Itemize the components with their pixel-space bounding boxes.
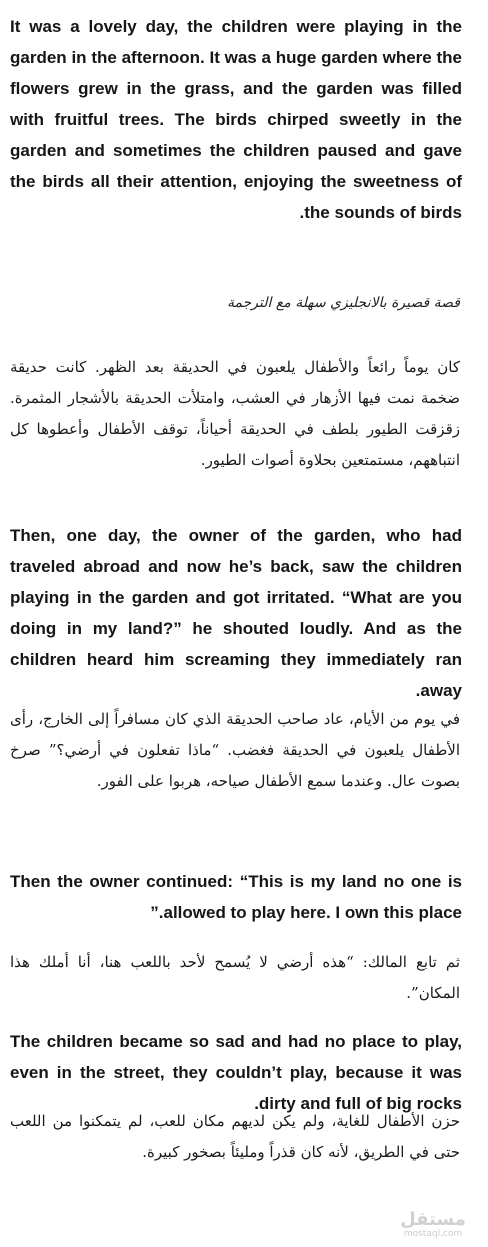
watermark-arabic: مستقل [400, 1209, 466, 1230]
story-paragraph-4-arabic: حزن الأطفال للغاية، ولم يكن لديهم مكان للعب، لم يتمكنوا من اللعب حتى في الطريق، لأنه كان قذراً ومليئاً بصخور كبيرة. [10, 1112, 460, 1161]
watermark-latin: mostaql.com [403, 1229, 463, 1239]
story-subtitle: قصة قصيرة بالانجليزي سهلة مع الترجمة [227, 295, 460, 311]
story-paragraph-4-english: The children became so sad and had no place to play, even in the street, they couldn’t play, because it was dirty and full of big rocks. [10, 1032, 462, 1113]
story-paragraph-1-arabic: كان يوماً رائعاً والأطفال يلعبون في الحديقة بعد الظهر. كانت حديقة ضخمة نمت فيها الأزهار في العشب، وامتلأت الحديقة بالأشجار المثمرة. زقزقت الطيور بلطف في الحديقة أحياناً، توقف الأطفال وأعطوها كل انتباههم، مستمتعين بحلاوة أصوات الطيور. [10, 358, 460, 469]
mostaql-watermark-logo [398, 1211, 468, 1239]
story-paragraph-3-english: Then the owner continued: “This is my land no one is allowed to play here. I own this place.” [10, 872, 462, 922]
story-paragraph-2-arabic: في يوم من الأيام، عاد صاحب الحديقة الذي كان مسافراً إلى الخارج، رأى الأطفال يلعبون في الحديقة فغضب. “ماذا تفعلون في أرضي؟” صرخ بصوت عال. وعندما سمع الأطفال صياحه، هربوا على الفور. [10, 710, 460, 790]
story-paragraph-2-english: Then, one day, the owner of the garden, who had traveled abroad and now he’s back, saw the children playing in the garden and got irritated. “What are you doing in my land?” he shouted loudly. And as the children heard him screaming they immediately ran away. [10, 526, 462, 700]
story-paragraph-3-arabic: ثم تابع المالك: “هذه أرضي لا يُسمح لأحد باللعب هنا، أنا أملك هذا المكان”. [10, 953, 460, 1002]
story-paragraph-1-english: It was a lovely day, the children were playing in the garden in the afternoon. It was a huge garden where the flowers grew in the grass, and the garden was filled with fruitful trees. The birds chirped sweetly in the garden and sometimes the children paused and gave the birds all their attention, enjoying the sweetness of the sounds of birds. [10, 17, 462, 222]
